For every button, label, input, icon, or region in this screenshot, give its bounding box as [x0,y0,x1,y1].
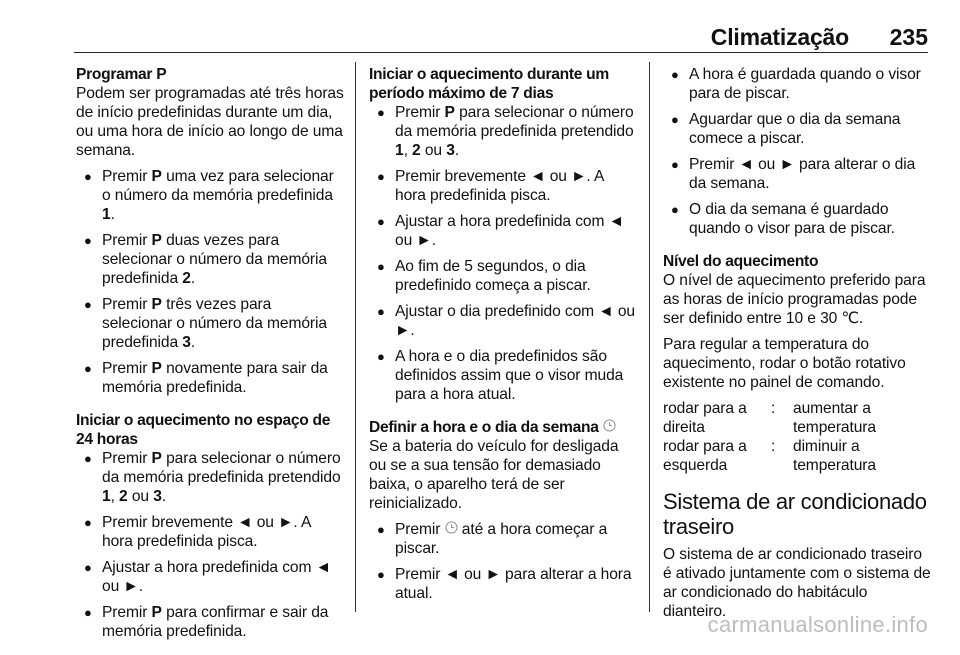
paragraph: O nível de aquecimento preferido para as horas de início programadas pode ser definido entre 10 e 30 ℃. [663,272,926,327]
list-item: ● Premir P três vezes para selecionar o número da memória predefinida 3. [76,295,344,352]
list-item: ● Premir P novamente para sair da memória predefinida. [76,359,344,397]
paragraph: O sistema de ar condicionado traseiro é ativado juntamente com o sistema de ar condicionado do habitáculo dianteiro. [663,546,931,620]
header-divider [74,52,928,53]
column-2 [369,65,637,617]
list-item: ● O dia da semana é guardado quando o visor para de piscar. [663,200,931,238]
list-item: ● Premir ◄ ou ► para alterar a hora atual. [369,565,637,603]
heading-nivel: Nível do aquecimento [663,253,819,270]
page-number: 235 [889,24,928,50]
list-item: ● Premir P para selecionar o número da memória predefinida pretendido 1, 2 ou 3. [76,449,344,506]
heading-ar-condicionado-traseiro: Sistema de ar condicionado traseiro [663,489,927,539]
heading-24-horas: Iniciar o aquecimento no espaço de 24 horas [76,412,331,448]
knob-direction: rodar para a esquerda [663,438,747,474]
heading-definir-hora: Definir a hora e o dia da semana [369,418,637,437]
paragraph: Para regular a temperatura do aquecimento, rodar o botão rotativo existente no painel de comando. [663,336,906,391]
heading-programar: Programar P [76,66,167,83]
list-item: ● Premir brevemente ◄ ou ►. A hora predefinida pisca. [76,513,344,551]
list-item: ● Ao fim de 5 segundos, o dia predefinido começa a piscar. [369,257,637,295]
list-item: ● Premir P para selecionar o número da memória predefinida pretendido 1, 2 ou 3. [369,103,637,160]
clock-icon [445,520,458,539]
list-item: ● A hora e o dia predefinidos são definidos assim que o visor muda para a hora atual. [369,347,637,404]
knob-effect: diminuir a temperatura [793,438,876,474]
list-item: ● Aguardar que o dia da semana comece a piscar. [663,110,931,148]
knob-effect: aumentar a temperatura [793,400,876,436]
knob-direction: rodar para a direita [663,400,747,436]
column-1 [76,65,344,655]
list-item: ● Premir até a hora começar a piscar. [369,520,637,558]
separator: : [771,438,776,455]
bullet-list [369,520,637,603]
bullet-list [76,449,344,641]
knob-table-row [663,399,931,437]
list-item: ● Premir ◄ ou ► para alterar o dia da semana. [663,155,931,193]
list-item: ● Ajustar a hora predefinida com ◄ ou ►. [76,558,344,596]
heading-7-dias: Iniciar o aquecimento durante um período máximo de 7 dias [369,66,609,102]
list-item: ● Premir P para confirmar e sair da memória predefinida. [76,603,344,641]
page-header [74,0,928,50]
separator: : [771,400,776,417]
list-item: ● Premir P uma vez para selecionar o número da memória predefinida 1. [76,167,344,224]
bullet-list [369,103,637,404]
bullet-list [663,65,931,238]
knob-table-row [663,437,931,475]
column-3 [663,65,931,628]
list-item: ● Ajustar a hora predefinida com ◄ ou ►. [369,212,637,250]
bullet-list [76,167,344,397]
list-item: ● A hora é guardada quando o visor para de piscar. [663,65,931,103]
clock-icon [603,418,616,437]
section-title: Climatização [710,24,849,50]
watermark: carmanualsonline.info [707,612,928,637]
paragraph: Podem ser programadas até três horas de início predefinidas durante um dia, ou uma hora de início ao longo de uma semana. [76,85,344,159]
column-divider-1 [355,62,356,612]
list-item: ● Ajustar o dia predefinido com ◄ ou ►. [369,302,637,340]
list-item: ● Premir brevemente ◄ ou ►. A hora predefinida pisca. [369,167,637,205]
column-divider-2 [649,62,650,612]
list-item: ● Premir P duas vezes para selecionar o número da memória predefinida 2. [76,231,344,288]
paragraph: Se a bateria do veículo for desligada ou se a sua tensão for demasiado baixa, o aparelho terá de ser reinicializado. [369,438,619,512]
